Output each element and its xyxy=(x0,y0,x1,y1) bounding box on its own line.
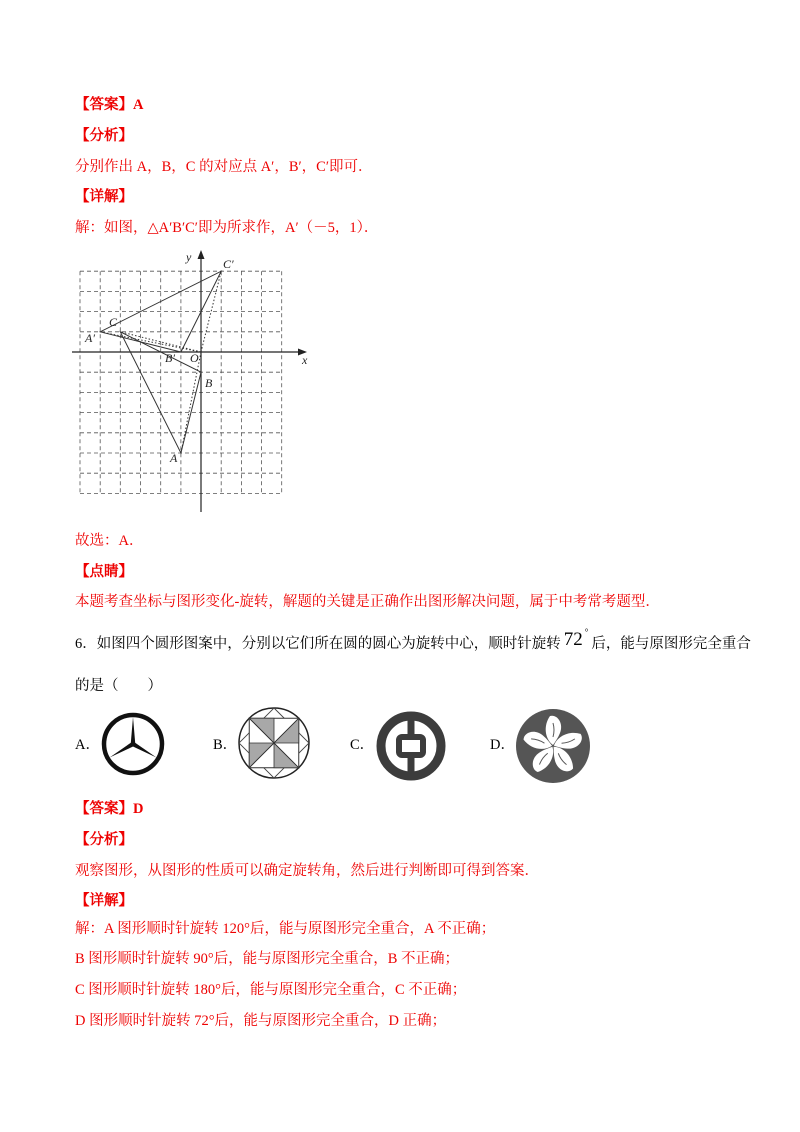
pinwheel-pattern-icon xyxy=(237,706,311,780)
mercedes-arm-right xyxy=(131,741,158,759)
axis-y-label: y xyxy=(186,250,192,264)
prev-detail-label: 【详解】 xyxy=(75,189,133,205)
prev-answer: 【答案】A xyxy=(75,97,144,113)
bauhinia-flower-icon xyxy=(516,709,590,783)
boc-inner-square xyxy=(399,737,423,755)
prev-analysis-text: 分别作出 A，B，C 的对应点 A′，B′，C′即可． xyxy=(75,159,373,175)
point-c-label: C xyxy=(109,315,118,329)
question-6-angle: 72 xyxy=(563,629,583,650)
q6-detail-line-1: 解：A 图形顺时针旋转 120°后，能与原图形完全重合，A 不正确； xyxy=(75,921,496,937)
option-c-label: C． xyxy=(350,737,375,753)
mercedes-arm-left xyxy=(108,741,135,759)
rotation-coordinate-figure xyxy=(60,245,325,520)
question-6-text-before: 6．如图四个圆形图案中，分别以它们所在圆的圆心为旋转中心，顺时针旋转 xyxy=(75,636,561,652)
grid-lines xyxy=(80,271,282,493)
q6-analysis-text: 观察图形，从图形的性质可以确定旋转角，然后进行判断即可得到答案． xyxy=(75,863,539,879)
question-6-angle-unit: ° xyxy=(584,627,589,637)
y-axis-arrow xyxy=(198,250,205,259)
prev-analysis-label: 【分析】 xyxy=(75,128,133,144)
point-b1-label: B′ xyxy=(165,351,175,365)
point-b-label: B xyxy=(205,376,213,390)
question-6-text-after: 后，能与原图形完全重合 xyxy=(591,636,751,652)
point-a-label: A xyxy=(170,451,178,465)
mercedes-arm-top xyxy=(131,717,136,745)
q6-detail-line-2: B 图形顺时针旋转 90°后，能与原图形完全重合，B 不正确； xyxy=(75,951,460,967)
prev-choice: 故选：A． xyxy=(75,533,144,549)
boc-bar-bottom xyxy=(408,755,415,773)
axis-x-label: x xyxy=(302,353,308,367)
prev-comment-label: 【点睛】 xyxy=(75,564,133,580)
point-c1-label: C′ xyxy=(223,257,234,271)
option-b-label: B． xyxy=(213,737,238,753)
question-6-line-2: 的是（ ） xyxy=(75,678,162,694)
q6-detail-line-4: D 图形顺时针旋转 72°后，能与原图形完全重合，D 正确； xyxy=(75,1013,447,1029)
option-a-label: A． xyxy=(75,737,100,753)
option-d-label: D． xyxy=(490,737,515,753)
mercedes-star-logo-icon xyxy=(100,711,166,777)
q6-answer: 【答案】D xyxy=(75,801,144,817)
prev-detail-text: 解：如图，△A′B′C′即为所求作，A′（－5，1）． xyxy=(75,220,379,236)
q6-detail-label: 【详解】 xyxy=(75,893,133,909)
point-a1-label: A′ xyxy=(85,331,95,345)
q6-analysis-label: 【分析】 xyxy=(75,832,133,848)
question-6-line-1 xyxy=(75,627,751,655)
prev-comment-text: 本题考查坐标与图形变化-旋转，解题的关键是正确作出图形解决问题，属于中考常考题型． xyxy=(75,594,660,610)
origin-label: O xyxy=(190,351,199,365)
bank-of-china-logo-icon xyxy=(376,711,446,781)
dotted-o-to-c1 xyxy=(201,271,221,352)
q6-detail-line-3: C 图形顺时针旋转 180°后，能与原图形完全重合，C 不正确； xyxy=(75,982,467,998)
boc-bar-top xyxy=(408,719,415,737)
